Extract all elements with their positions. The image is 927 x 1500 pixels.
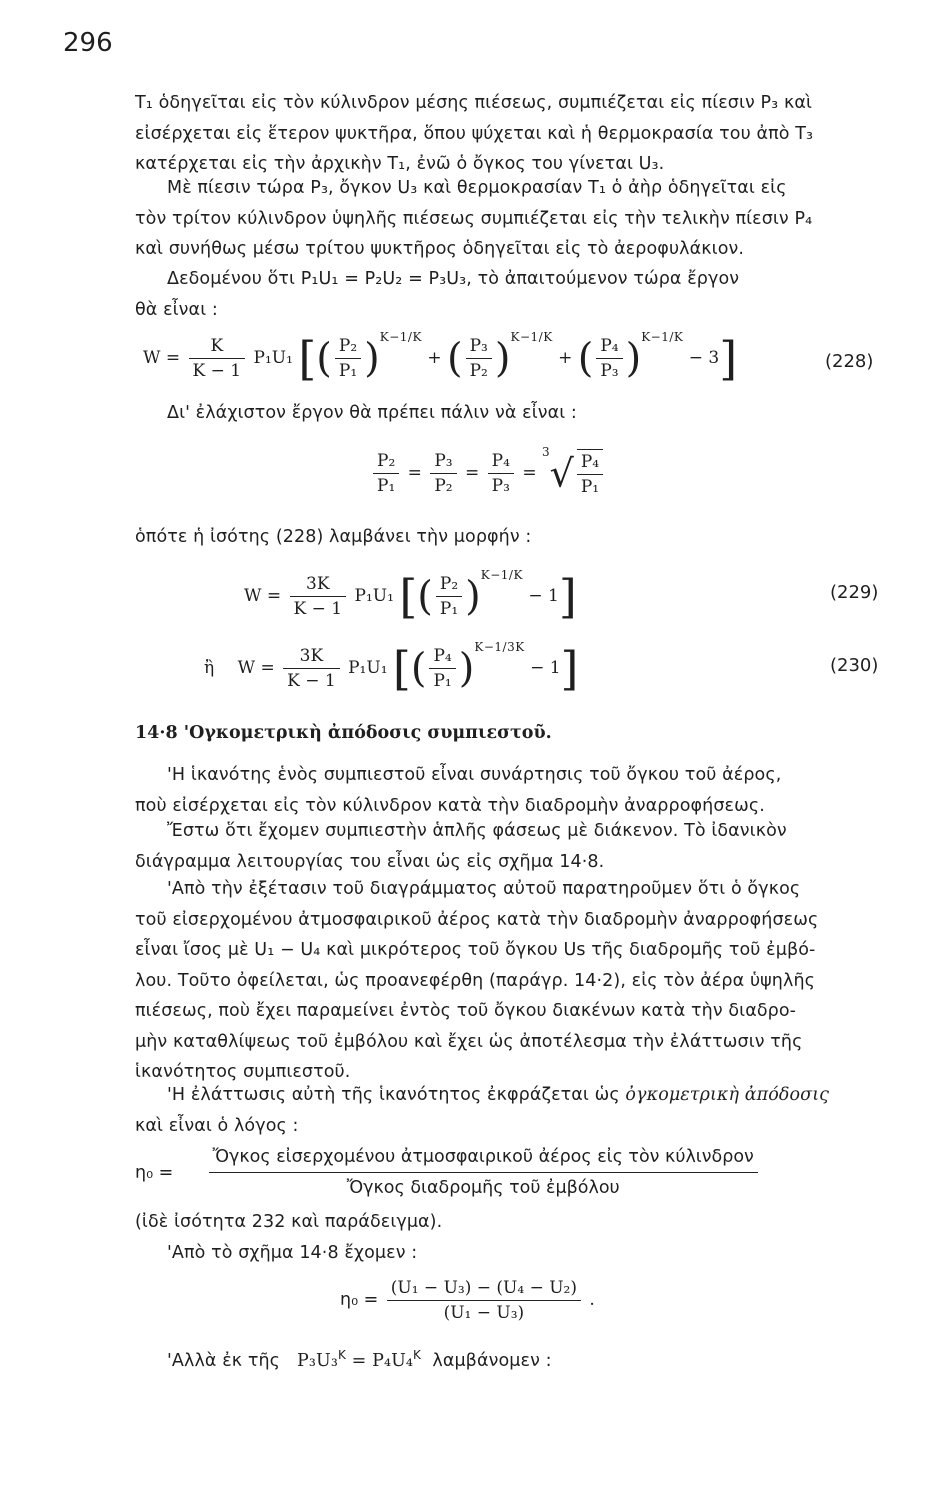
equation-number: (230)	[830, 655, 879, 676]
from-figure-line: 'Απὸ τὸ σχῆμα 14·8 ἔχομεν :	[167, 1243, 418, 1263]
fraction: $\frac{3K}{K - 1}$	[283, 644, 340, 693]
equation-number: (229)	[830, 582, 879, 603]
fraction: $\frac{\text{P₄}}{\text{P₃}}$	[488, 449, 514, 498]
fraction: $\frac{3K}{K - 1}$	[290, 572, 347, 621]
text-line: 'Η ἐλάττωσις αὐτὴ τῆς ἱκανότητος ἐκφράζεται ὡς ὀγκομετρικὴ ἀπόδοσις	[167, 1085, 830, 1105]
see-line: (ἰδὲ ἰσότητα 232 καὶ παράδειγμα).	[135, 1212, 443, 1232]
eta-equation: η₀ = $\frac{\text{Ὄγκος εἰσερχομένου ἀτμοσφαιρικοῦ ἀέρος εἰς τὸν κύλινδρον}}{\text{Ὄγκος διαδρομῆς τοῦ ἐμβόλου}}$	[135, 1142, 761, 1203]
fraction: $\frac{K}{K - 1}$	[189, 334, 246, 383]
paragraph-4	[135, 760, 891, 821]
equation-228: W = $\frac{K}{K - 1}$ P₁U₁ [( $\frac{\text{P₂}}{\text{P₁}}$ )$^{K-1/K}$ + ( $\frac{\text{P₃}}{\text{P₂}}$ )$^{K-1/K}$ + ( $\frac{\text{P₄}}{\text{P₃}}$ )$^{K-1/K}$ − 3]	[143, 330, 738, 386]
so-line: ὁπότε ἡ ἰσότης (228) λαμβάνει τὴν μορφήν :	[135, 527, 532, 547]
text-line: καὶ εἶναι ὁ λόγος :	[135, 1115, 299, 1136]
eta-equation-2: η₀ = $\frac{\text{(U₁ − U₃) − (U₄ − U₂)}}{\text{(U₁ − U₃)}}$ .	[340, 1278, 595, 1323]
fraction: $\frac{\text{P₃}}{\text{P₂}}$	[430, 449, 456, 498]
italic-term: ὀγκομετρικὴ ἀπόδοσις	[625, 1085, 830, 1105]
text-line: Μὲ πίεσιν τώρα P₃, ὄγκον U₃ καὶ θερμοκρασίαν T₁ ὁ ἀὴρ ὁδηγεῖται εἰς	[167, 178, 787, 198]
root-index: 3	[541, 445, 550, 459]
paragraph-7	[135, 1080, 891, 1141]
paragraph-1	[135, 88, 891, 180]
text-line: θὰ εἶναι :	[135, 299, 218, 320]
text-line: 'Απὸ τὴν ἐξέτασιν τοῦ διαγράμματος αὐτοῦ παρατηροῦμεν ὅτι ὁ ὄγκος	[167, 879, 801, 899]
text-line: 'Η ἱκανότης ἑνὸς συμπιεστοῦ εἶναι συνάρτησις τοῦ ὄγκου τοῦ ἀέρος,	[167, 765, 782, 785]
fraction: $\frac{\text{P₂}}{\text{P₁}}$	[436, 572, 462, 621]
text-line: ποὺ εἰσέρχεται εἰς τὸν κύλινδρον κατὰ τὴν διαδρομὴν ἀναρροφήσεως.	[135, 795, 765, 816]
equation-number: (228)	[825, 351, 874, 372]
section-heading: 14·8 'Ογκομετρικὴ ἀπόδοσις συμπιεστοῦ.	[135, 723, 552, 743]
min-work-line: Δι' ἐλάχιστον ἔργον θὰ πρέπει πάλιν νὰ εἶναι :	[167, 403, 577, 423]
paragraph-5	[135, 816, 891, 877]
equation-230: ἢ W = $\frac{3K}{K - 1}$ P₁U₁ [( $\frac{\text{P₄}}{\text{P₁}}$ )$^{K-1/3K}$ − 1]	[204, 640, 579, 696]
fraction: $\frac{\text{P₃}}{\text{P₂}}$	[466, 334, 492, 383]
fraction: $\frac{\text{(U₁ − U₃) − (U₄ − U₂)}}{\text{(U₁ − U₃)}}$	[387, 1276, 581, 1325]
text-line: καὶ συνήθως μέσω τρίτου ψυκτῆρος ὁδηγεῖται εἰς τὸ ἀεροφυλάκιον.	[135, 239, 745, 259]
fraction: $\frac{\text{Ὄγκος εἰσερχομένου ἀτμοσφαιρικοῦ ἀέρος εἰς τὸν κύλινδρον}}{\text{Ὄγκος διαδρομῆς τοῦ ἐμβόλου}}$	[209, 1142, 758, 1203]
ratio-equation: $\frac{\text{P₂}}{\text{P₁}}$ = $\frac{\text{P₃}}{\text{P₂}}$ = $\frac{\text{P₄}}{\text{P₃}}$ = $^3$√ $\frac{\text{P₄}}{\text{P₁}}$	[370, 445, 606, 499]
fraction: $\frac{\text{P₂}}{\text{P₁}}$	[373, 449, 399, 498]
text-line: κατέρχεται εἰς τὴν ἀρχικὴν T₁, ἐνῶ ὁ ὄγκος του γίνεται U₃.	[135, 154, 665, 174]
text-line: εἰσέρχεται εἰς ἕτερον ψυκτῆρα, ὅπου ψύχεται καὶ ἡ θερμοκρασία του ἀπὸ T₃	[135, 123, 814, 144]
paragraph-2	[135, 173, 891, 265]
text-line: μὴν καταθλίψεως τοῦ ἐμβόλου καὶ ἔχει ὡς ἀποτέλεσμα τὴν ἐλάττωσιν τῆς	[135, 1031, 803, 1052]
text-line: διάγραμμα λειτουργίας του εἶναι ὡς εἰς σχῆμα 14·8.	[135, 851, 605, 872]
paragraph-6	[135, 874, 891, 1088]
page-number: 296	[63, 28, 113, 58]
text-line: Δεδομένου ὅτι P₁U₁ = P₂U₂ = P₃U₃, τὸ ἀπαιτούμενον τώρα ἔργον	[167, 269, 740, 289]
fraction: $\frac{\text{P₄}}{\text{P₁}}$	[429, 644, 455, 693]
text-line: εἶναι ἴσος μὲ U₁ − U₄ καὶ μικρότερος τοῦ ὄγκου Us τῆς διαδρομῆς τοῦ ἐμβό-	[135, 940, 816, 960]
text-line: πιέσεως, ποὺ ἔχει παραμείνει ἐντὸς τοῦ ὄγκου διακένων κατὰ τὴν διαδρο-	[135, 1001, 797, 1021]
text-line: ἱκανότητος συμπιεστοῦ.	[135, 1062, 351, 1082]
last-line: 'Αλλὰ ἐκ τῆς P₃U₃$^K$ = P₄U₄$^K$ λαμβάνομεν :	[167, 1348, 552, 1371]
fraction: $\frac{\text{P₄}}{\text{P₁}}$	[577, 449, 603, 499]
fraction: $\frac{\text{P₄}}{\text{P₃}}$	[596, 334, 622, 383]
text-line: τὸν τρίτον κύλινδρον ὑψηλῆς πιέσεως συμπιέζεται εἰς τὴν τελικὴν πίεσιν P₄	[135, 208, 813, 229]
text-line: τοῦ εἰσερχομένου ἀτμοσφαιρικοῦ ἀέρος κατὰ τὴν διαδρομὴν ἀναρροφήσεως	[135, 909, 819, 930]
paragraph-3	[135, 264, 891, 325]
text-line: Ἔστω ὅτι ἔχομεν συμπιεστὴν ἁπλῆς φάσεως μὲ διάκενον. Τὸ ἰδανικὸν	[167, 821, 787, 841]
equation-229: W = $\frac{3K}{K - 1}$ P₁U₁ [( $\frac{\text{P₂}}{\text{P₁}}$ )$^{K-1/K}$ − 1]	[244, 568, 577, 624]
fraction: $\frac{\text{P₂}}{\text{P₁}}$	[335, 334, 361, 383]
text-line: T₁ ὁδηγεῖται εἰς τὸν κύλινδρον μέσης πιέσεως, συμπιέζεται εἰς πίεσιν P₃ καὶ	[135, 93, 813, 113]
text-line: λου. Τοῦτο ὀφείλεται, ὡς προανεφέρθη (παράγρ. 14·2), εἰς τὸν ἀέρα ὑψηλῆς	[135, 970, 816, 991]
